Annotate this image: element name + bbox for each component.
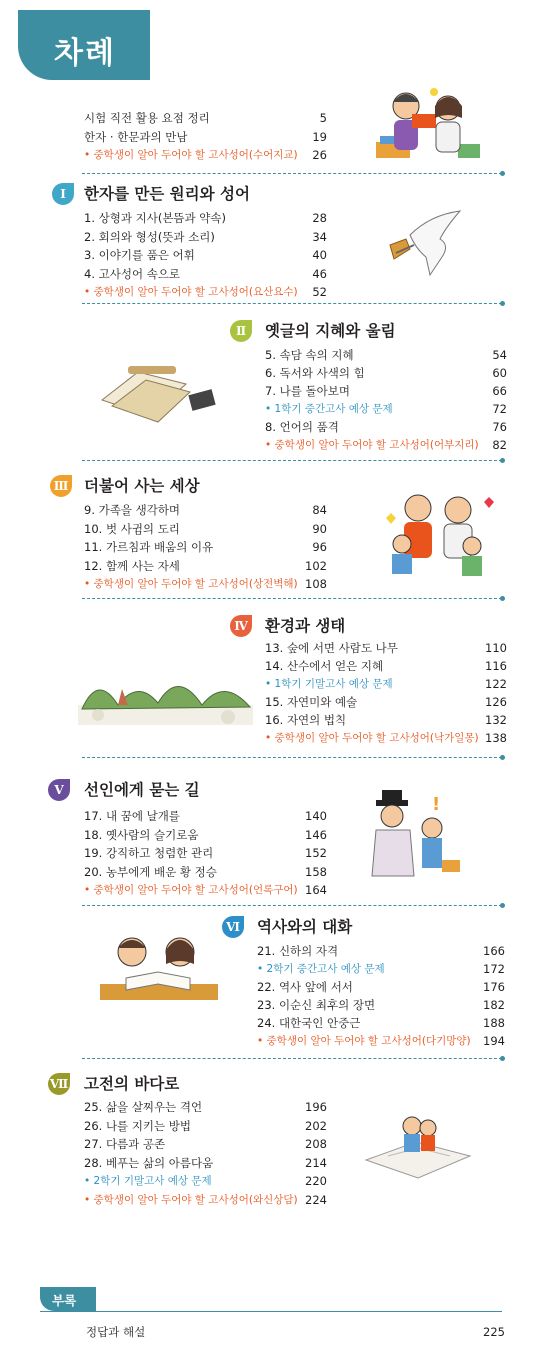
toc-page-number: 164 bbox=[305, 883, 327, 897]
toc-page-number: 172 bbox=[483, 962, 505, 976]
toc-page-number: 132 bbox=[485, 713, 507, 727]
toc-entry: 4. 고사성어 속으로 bbox=[84, 266, 181, 281]
toc-page-number: 5 bbox=[319, 111, 327, 125]
toc-entry: • 1학기 기말고사 예상 문제 bbox=[265, 678, 393, 690]
section-divider bbox=[82, 1058, 502, 1059]
toc-entry: 18. 옛사람의 슬기로움 bbox=[84, 827, 199, 842]
landscape-illustration bbox=[78, 665, 253, 725]
toc-entry: 26. 나를 지키는 방법 bbox=[84, 1118, 192, 1133]
toc-entry: 한자 · 한문과의 만남 bbox=[84, 129, 188, 144]
unit-badge: Ⅵ bbox=[222, 916, 244, 938]
toc-page-number: 202 bbox=[305, 1118, 327, 1133]
scholar-illustration bbox=[370, 788, 462, 880]
teachers-illustration bbox=[372, 84, 484, 166]
toc-entry: 시험 직전 활용 요점 정리 bbox=[84, 111, 210, 125]
toc-page-number: 66 bbox=[492, 384, 507, 398]
toc-page-number: 19 bbox=[312, 129, 327, 144]
toc-entry: • 중학생이 알아 두어야 할 고사성어(와신상담) bbox=[84, 1193, 298, 1206]
appendix-rule bbox=[40, 1311, 502, 1312]
appendix-label: 부록 bbox=[52, 1293, 77, 1308]
toc-entry: 15. 자연미와 예술 bbox=[265, 695, 358, 709]
toc-entry: 27. 다름과 공존 bbox=[84, 1137, 166, 1151]
toc-page-number: 182 bbox=[483, 998, 505, 1012]
toc-page-number: 158 bbox=[305, 864, 327, 879]
books-scroll-illustration bbox=[98, 362, 220, 426]
unit-title: 고전의 바다로 bbox=[84, 1075, 180, 1093]
appendix-tab bbox=[40, 1287, 96, 1311]
toc-page-number: 110 bbox=[485, 641, 507, 655]
toc-entry: 19. 강직하고 청렴한 관리 bbox=[84, 846, 214, 860]
toc-entry: 7. 나를 돌아보며 bbox=[265, 384, 350, 398]
toc-page-number: 166 bbox=[483, 944, 505, 958]
toc-page-number: 82 bbox=[492, 438, 507, 452]
toc-entry: 10. 벗 사귐의 도리 bbox=[84, 521, 180, 536]
toc-entry: 24. 대한국인 안중근 bbox=[257, 1016, 361, 1030]
toc-entry: 16. 자연의 법칙 bbox=[265, 713, 347, 727]
toc-page-number: 108 bbox=[305, 577, 327, 591]
unit-badge: Ⅲ bbox=[50, 475, 72, 497]
toc-entry: • 중학생이 알아 두어야 할 고사성어(상전벽해) bbox=[84, 578, 298, 590]
toc-page-number: 102 bbox=[305, 558, 327, 573]
unit-badge: Ⅴ bbox=[48, 779, 70, 801]
toc-page-number: 60 bbox=[492, 366, 507, 380]
section-divider bbox=[82, 757, 502, 758]
toc-page-number: 138 bbox=[485, 731, 507, 745]
toc-entry: 11. 가르침과 배움의 이유 bbox=[84, 540, 214, 554]
toc-page-number: 176 bbox=[483, 980, 505, 994]
toc-page-number: 116 bbox=[485, 659, 507, 673]
unit-title: 한자를 만든 원리와 성어 bbox=[84, 185, 250, 203]
toc-entry: 1. 상형과 지사(본뜸과 약속) bbox=[84, 211, 227, 225]
toc-entry: 5. 속담 속의 지혜 bbox=[265, 348, 354, 362]
toc-title-tab bbox=[18, 10, 150, 80]
toc-page-number: 208 bbox=[305, 1137, 327, 1151]
family-illustration bbox=[378, 488, 500, 580]
toc-entry: 13. 숲에 서면 사람도 나무 bbox=[265, 641, 398, 655]
toc-page-number: 52 bbox=[312, 285, 327, 299]
section-divider bbox=[82, 173, 502, 174]
toc-entry: • 중학생이 알아 두어야 할 고사성어(언록구어) bbox=[84, 884, 298, 896]
toc-page-number: 225 bbox=[483, 1325, 505, 1339]
toc-entry: • 중학생이 알아 두어야 할 고사성어(다기망양) bbox=[257, 1035, 471, 1047]
page-title: 차례 bbox=[54, 36, 116, 71]
toc-page-number: 188 bbox=[483, 1016, 505, 1030]
toc-entry: • 2학기 기말고사 예상 문제 bbox=[84, 1175, 212, 1187]
toc-page-number: 146 bbox=[305, 827, 327, 842]
section-divider bbox=[82, 905, 502, 906]
svg-text:!: ! bbox=[432, 794, 441, 815]
toc-entry: 6. 독서와 사색의 힘 bbox=[265, 366, 365, 380]
toc-page-number: 72 bbox=[492, 402, 507, 416]
section-divider bbox=[82, 460, 502, 461]
toc-entry: • 2학기 중간고사 예상 문제 bbox=[257, 963, 385, 975]
toc-entry: 14. 산수에서 얻은 지혜 bbox=[265, 659, 384, 673]
toc-entry: 3. 이야기를 품은 어휘 bbox=[84, 248, 195, 262]
toc-entry: • 중학생이 알아 두어야 할 고사성어(낙가일몽) bbox=[265, 732, 479, 744]
toc-entry: 17. 내 꿈에 날개를 bbox=[84, 809, 180, 823]
toc-page-number: 214 bbox=[305, 1155, 327, 1170]
toc-page-number: 40 bbox=[312, 248, 327, 262]
toc-entry: 정답과 해설 bbox=[86, 1325, 146, 1339]
unit-badge: Ⅳ bbox=[230, 615, 252, 637]
toc-entry: • 중학생이 알아 두어야 할 고사성어(요산요수) bbox=[84, 286, 298, 298]
toc-entry: 8. 언어의 품격 bbox=[265, 420, 339, 434]
toc-entry: 2. 회의와 형성(뜻과 소리) bbox=[84, 229, 215, 244]
reading-students-illustration bbox=[100, 930, 218, 1002]
toc-entry: • 중학생이 알아 두어야 할 고사성어(어부지리) bbox=[265, 439, 479, 451]
toc-page-number: 84 bbox=[312, 503, 327, 517]
toc-page-number: 196 bbox=[305, 1100, 327, 1114]
toc-page-number: 28 bbox=[312, 211, 327, 225]
toc-entry: 12. 함께 사는 자세 bbox=[84, 558, 180, 573]
toc-page-number: 46 bbox=[312, 266, 327, 281]
toc-entry: 21. 신하의 자격 bbox=[257, 944, 339, 958]
toc-page-number: 194 bbox=[483, 1034, 505, 1048]
toc-page-number: 76 bbox=[492, 420, 507, 434]
section-divider bbox=[82, 303, 502, 304]
toc-entry: 9. 가족을 생각하며 bbox=[84, 503, 181, 517]
book-sea-illustration bbox=[358, 1102, 476, 1184]
toc-page-number: 26 bbox=[312, 148, 327, 162]
toc-page-number: 96 bbox=[312, 540, 327, 554]
unit-title: 더불어 사는 세상 bbox=[84, 477, 200, 495]
toc-entry: 28. 베푸는 삶의 아름다움 bbox=[84, 1155, 214, 1170]
unit-title: 역사와의 대화 bbox=[257, 918, 353, 936]
toc-entry: 22. 역사 앞에 서서 bbox=[257, 980, 353, 994]
section-divider bbox=[82, 598, 502, 599]
toc-page-number: 122 bbox=[485, 677, 507, 691]
unit-title: 선인에게 묻는 길 bbox=[84, 781, 200, 799]
toc-entry: • 1학기 중간고사 예상 문제 bbox=[265, 403, 393, 415]
toc-page-number: 90 bbox=[312, 521, 327, 536]
toc-page-number: 224 bbox=[305, 1192, 327, 1207]
unit-badge: Ⅰ bbox=[52, 183, 74, 205]
toc-entry: • 중학생이 알아 두어야 할 고사성어(수어지교) bbox=[84, 149, 298, 161]
toc-page-number: 54 bbox=[492, 348, 507, 362]
toc-page-number: 152 bbox=[305, 846, 327, 860]
toc-page-number: 140 bbox=[305, 809, 327, 823]
unit-badge: Ⅱ bbox=[230, 320, 252, 342]
toc-entry: 23. 이순신 최후의 장면 bbox=[257, 998, 376, 1012]
toc-entry: 20. 농부에게 배운 황 정승 bbox=[84, 864, 217, 879]
toc-page-number: 220 bbox=[305, 1174, 327, 1188]
unit-title: 옛글의 지혜와 울림 bbox=[265, 322, 396, 340]
toc-entry: 25. 삶을 살찌우는 격언 bbox=[84, 1100, 203, 1114]
toc-page-number: 126 bbox=[485, 695, 507, 709]
unit-title: 환경과 생태 bbox=[265, 617, 346, 635]
crane-illustration bbox=[380, 205, 472, 277]
unit-badge: Ⅶ bbox=[48, 1073, 70, 1095]
toc-page-number: 34 bbox=[312, 229, 327, 244]
